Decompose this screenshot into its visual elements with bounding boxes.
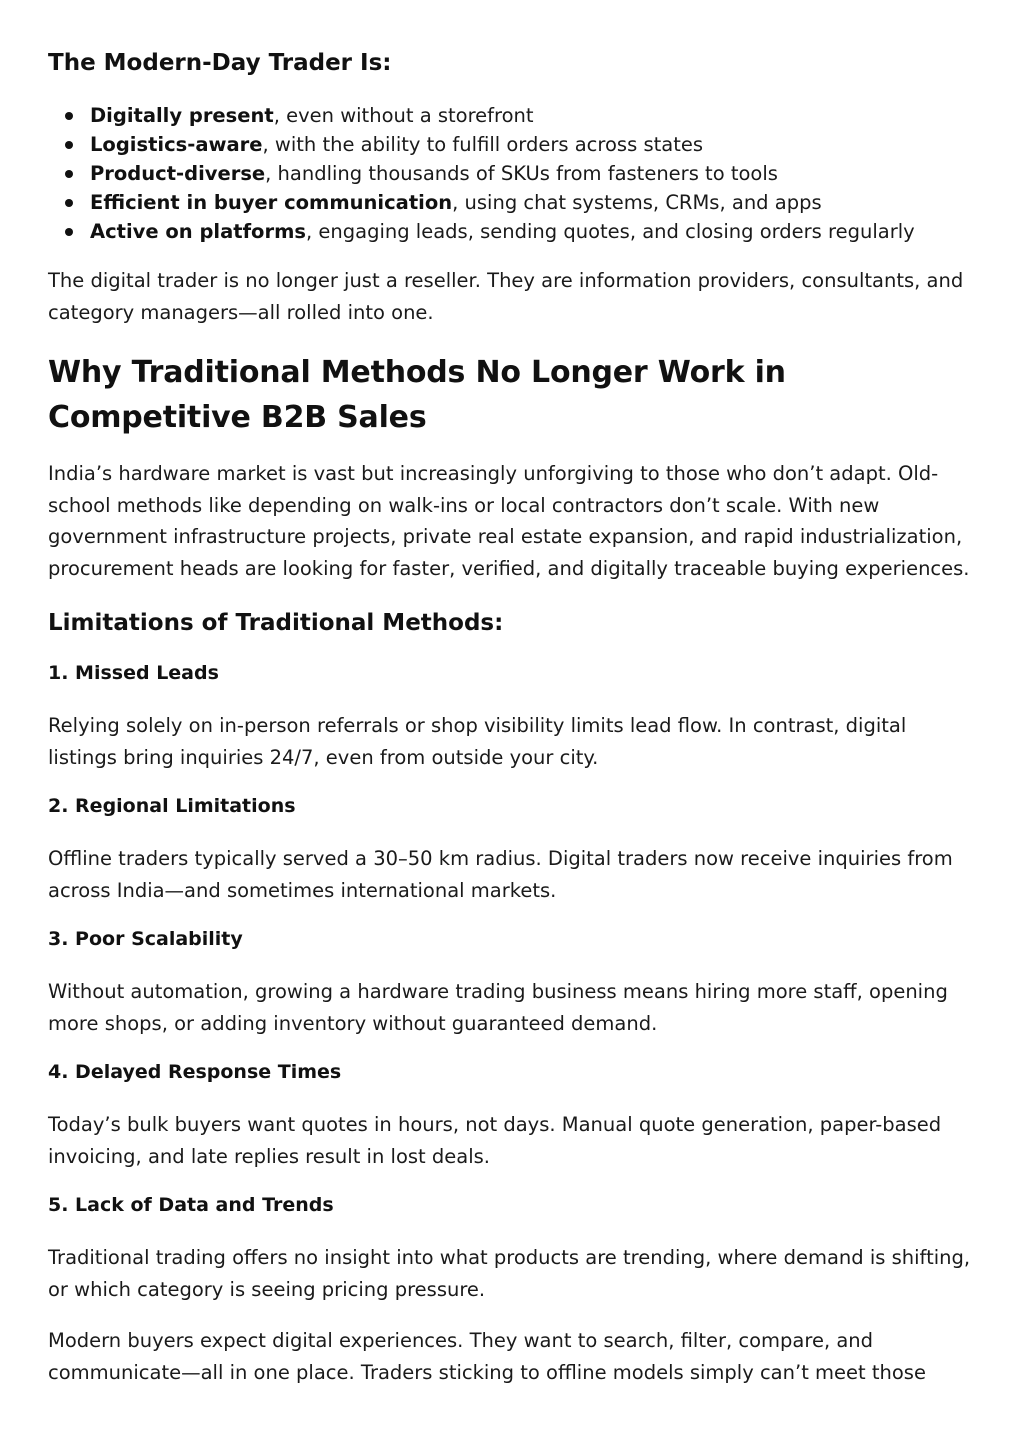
trader-traits-list <box>48 101 976 246</box>
trader-summary-paragraph: The digital trader is no longer just a reseller. They are information providers, consultants, and category managers—all rolled into one. <box>48 269 964 324</box>
list-item <box>48 101 976 130</box>
limitations-heading: Limitations of Traditional Methods: <box>48 610 504 636</box>
list-item-bold: Active on platforms <box>90 220 306 243</box>
limitation-text: Today’s bulk buyers want quotes in hours, not days. Manual quote generation, paper-based invoicing, and late replies result in lost deals. <box>48 1113 942 1168</box>
list-item-text: , using chat systems, CRMs, and apps <box>452 191 822 214</box>
closing-paragraph: Modern buyers expect digital experiences. They want to search, filter, compare, and communicate—all in one place. Traders sticking to offline models simply can’t meet those <box>48 1329 926 1384</box>
limitation-title: 5. Lack of Data and Trends <box>48 1194 334 1216</box>
list-item-bold: Digitally present <box>90 104 274 127</box>
list-item-bold: Product-diverse <box>90 162 266 185</box>
limitation-title: 2. Regional Limitations <box>48 795 296 817</box>
bullet-icon <box>65 228 73 236</box>
list-item-text: , engaging leads, sending quotes, and closing orders regularly <box>306 220 915 243</box>
limitation-text: Without automation, growing a hardware trading business means hiring more staff, opening more shops, or adding inventory without guaranteed demand. <box>48 980 948 1035</box>
list-item <box>48 130 976 159</box>
why-traditional-heading: Why Traditional Methods No Longer Work in Competitive B2B Sales <box>48 355 786 435</box>
list-item-text: , with the ability to fulfill orders across states <box>262 133 703 156</box>
bullet-icon <box>65 112 73 120</box>
limitation-text: Relying solely on in-person referrals or shop visibility limits lead flow. In contrast, digital listings bring inquiries 24/7, even from outside your city. <box>48 714 907 769</box>
limitation-text: Traditional trading offers no insight into what products are trending, where demand is shifting, or which category is seeing pricing pressure. <box>48 1246 971 1301</box>
bullet-icon <box>65 141 73 149</box>
list-item <box>48 217 976 246</box>
limitation-title: 1. Missed Leads <box>48 662 219 684</box>
list-item-bold: Efficient in buyer communication <box>90 191 453 214</box>
market-intro-paragraph: India’s hardware market is vast but increasingly unforgiving to those who don’t adapt. Old-school methods like depending on walk-ins or local contractors don’t scale. With new government infrastructure projects, private real estate expansion, and rapid industrialization, procurement heads are looking for faster, verified, and digitally traceable buying experiences. <box>48 462 970 580</box>
modern-trader-heading: The Modern-Day Trader Is: <box>48 50 392 76</box>
bullet-icon <box>65 170 73 178</box>
bullet-icon <box>65 199 73 207</box>
limitation-title: 4. Delayed Response Times <box>48 1061 342 1083</box>
list-item <box>48 159 976 188</box>
limitation-title: 3. Poor Scalability <box>48 928 243 950</box>
list-item-text: , handling thousands of SKUs from fasteners to tools <box>265 162 778 185</box>
list-item <box>48 188 976 217</box>
list-item-bold: Logistics-aware <box>90 133 263 156</box>
limitation-text: Offline traders typically served a 30–50 km radius. Digital traders now receive inquiries from across India—and sometimes international markets. <box>48 847 953 902</box>
list-item-text: , even without a storefront <box>273 104 534 127</box>
